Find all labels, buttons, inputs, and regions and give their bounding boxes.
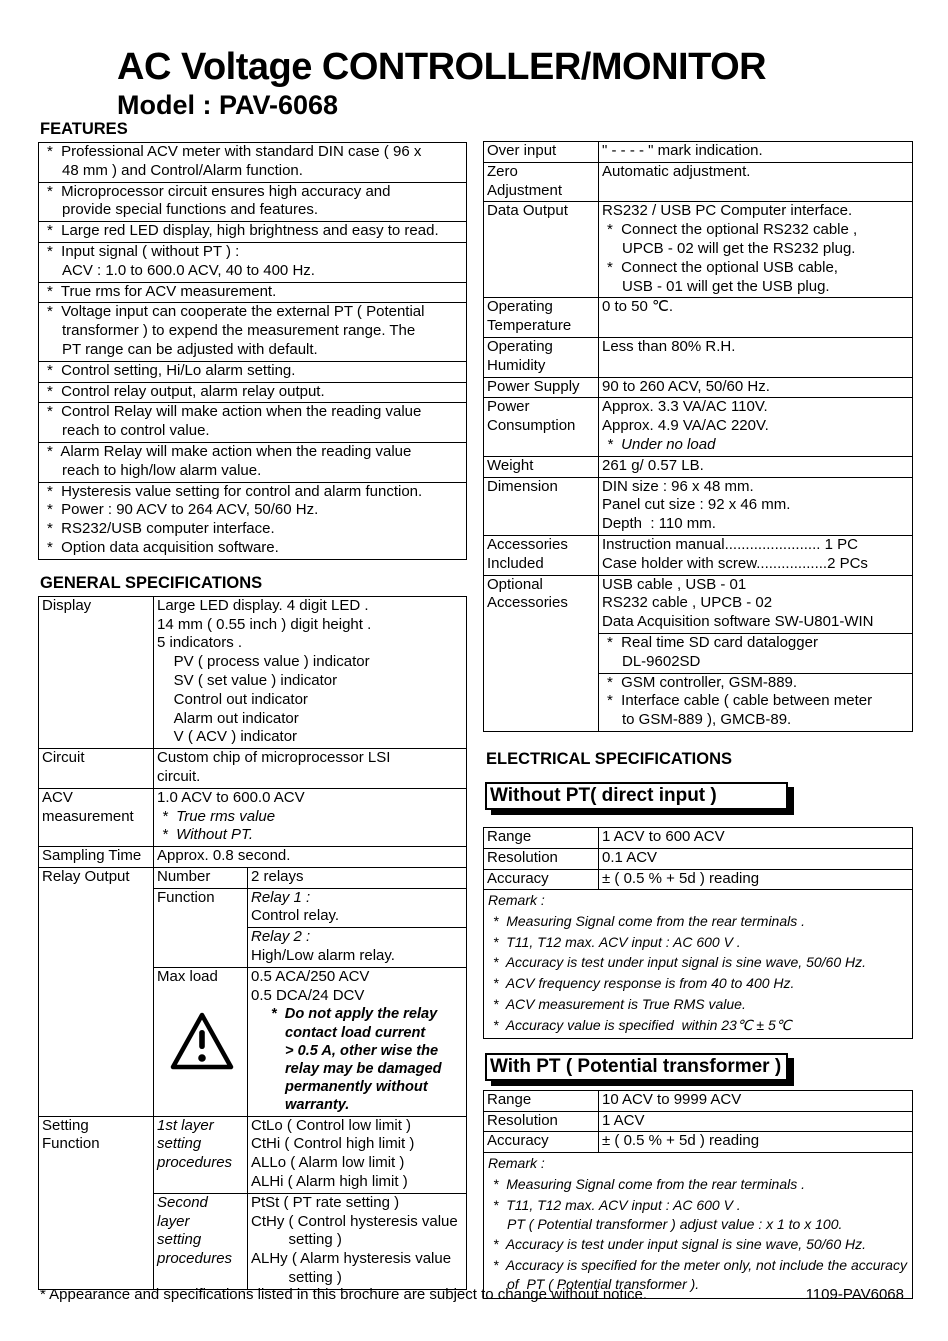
acv-note: * True rms value [162, 807, 276, 825]
spec-value: Approx. 0.8 second. [154, 847, 467, 868]
spec-row-dimension [484, 477, 913, 535]
remark-item: * ACV frequency response is from 40 to 400 Hz. [493, 975, 795, 992]
feature-row [39, 482, 467, 559]
feature-item: * Professional ACV meter with standard DIN case ( 96 x 48 mm ) and Control/Alarm function. [47, 143, 422, 179]
feature-row [39, 282, 467, 303]
general-specs-heading: GENERAL SPECIFICATIONS [40, 573, 263, 592]
remark-block [484, 890, 913, 1038]
spec-row-operating-humidity [484, 337, 913, 377]
remark-block [484, 1153, 913, 1298]
spec-label: Range [484, 1090, 599, 1111]
features-heading: FEATURES [40, 120, 128, 138]
optional-accessory-bullet: * GSM controller, GSM-889. [607, 673, 798, 691]
spec-row-accuracy [484, 869, 913, 890]
spec-row-range [484, 827, 913, 848]
data-output-bullet: * Connect the optional USB cable, USB - 01 will get the USB plug. [607, 258, 838, 295]
spec-label: Dimension [484, 477, 599, 535]
spec-row-range [484, 1090, 913, 1111]
spec-value [154, 788, 467, 846]
spec-sublabel-maxload [154, 967, 248, 1116]
spec-label-setting-function: Setting Function [39, 1116, 154, 1289]
spec-value: DIN size : 96 x 48 mm. Panel cut size : 92 x 46 mm. Depth : 110 mm. [599, 477, 913, 535]
feature-item: * Voltage input can cooperate the external PT ( Potential transformer ) to expend the measurement range. The PT range can be adjusted with default. [47, 303, 425, 358]
spec-label: Power Consumption [484, 398, 599, 456]
spec-row-sampling-time [39, 847, 467, 868]
feature-item: * True rms for ACV measurement. [47, 282, 277, 300]
spec-value: 90 to 260 ACV, 50/60 Hz. [599, 377, 913, 398]
optional-accessory-bullet: * Interface cable ( cable between meter to GSM-889 ), GMCB-89. [607, 692, 873, 729]
spec-value [248, 888, 467, 928]
spec-label: Data Output [484, 202, 599, 298]
spec-label: Operating Temperature [484, 298, 599, 338]
feature-item: * Control Relay will make action when the reading value reach to control value. [47, 403, 422, 440]
spec-row-zero-adjustment [484, 162, 913, 202]
remark-title: Remark : [488, 1155, 545, 1172]
spec-value: Instruction manual....................... 1 PC Case holder with screw.................2 PCs [599, 535, 913, 575]
spec-sublabel: Second layer setting procedures [154, 1193, 248, 1289]
footer-note: * Appearance and specifications listed in this brochure are subject to change without notice. [40, 1286, 648, 1303]
spec-sublabel: 1st layer setting procedures [154, 1116, 248, 1193]
spec-label: Zero Adjustment [484, 162, 599, 202]
relay-warning-text: * Do not apply the relay contact load current > 0.5 A, other wise the relay may be damaged permanently without warranty. [271, 1006, 442, 1114]
spec-label: Accuracy [484, 1132, 599, 1153]
spec-value: 1 ACV to 600 ACV [599, 827, 913, 848]
spec-label: Range [484, 827, 599, 848]
feature-row [39, 403, 467, 443]
remark-item: * T11, T12 max. ACV input : AC 600 V . [493, 933, 741, 950]
optional-accessories-sub1 [599, 633, 913, 673]
spec-value [248, 928, 467, 968]
spec-label: Operating Humidity [484, 337, 599, 377]
spec-row-resolution [484, 848, 913, 869]
spec-label: Over input [484, 142, 599, 163]
spec-label: Resolution [484, 1111, 599, 1132]
spec-value: 0.1 ACV [599, 848, 913, 869]
remark-item: * ACV measurement is True RMS value. [493, 995, 746, 1012]
remark-item: * Measuring Signal come from the rear terminals . [493, 913, 806, 929]
spec-row-weight [484, 456, 913, 477]
spec-value: 261 g/ 0.57 LB. [599, 456, 913, 477]
without-pt-box: Without PT( direct input ) [485, 782, 788, 810]
general-specs-table [38, 596, 467, 1290]
acv-note: * Without PT. [162, 826, 254, 844]
feature-row [39, 182, 467, 222]
maxload-value: 0.5 ACA/250 ACV 0.5 DCA/24 DCV [251, 967, 370, 1004]
spec-value: 2 relays [248, 867, 467, 888]
spec-row-relay-number [39, 867, 467, 888]
electrical-specs-heading: ELECTRICAL SPECIFICATIONS [486, 749, 732, 768]
spec-label: Sampling Time [39, 847, 154, 868]
spec-row-resolution [484, 1111, 913, 1132]
spec-value: Less than 80% R.H. [599, 337, 913, 377]
relay1-title: Relay 1 : [251, 888, 311, 906]
power-consumption-values: Approx. 3.3 VA/AC 110V. Approx. 4.9 VA/AC 220V. [602, 398, 769, 435]
remark-item: * Accuracy is specified for the meter only, not include the accuracy of PT ( Potential transformer ). [493, 1257, 907, 1293]
spec-value [599, 202, 913, 298]
model-subtitle: Model : PAV-6068 [117, 90, 339, 120]
features-table [38, 142, 467, 560]
spec-row-acv-measurement [39, 788, 467, 846]
spec-row-optional-accessories [484, 575, 913, 633]
spec-row-power-consumption [484, 398, 913, 456]
feature-item: * RS232/USB computer interface. [47, 520, 275, 538]
feature-item: * Input signal ( without PT ) : ACV : 1.0 to 600.0 ACV, 40 to 400 Hz. [47, 242, 315, 279]
spec-value: 0 to 50 ℃. [599, 298, 913, 338]
spec-value: 10 ACV to 9999 ACV [599, 1090, 913, 1111]
feature-row [39, 442, 467, 482]
spec-value [248, 967, 467, 1116]
remark-title: Remark : [488, 892, 545, 909]
spec-label: Power Supply [484, 377, 599, 398]
spec-value [599, 398, 913, 456]
spec-sublabel: Function [154, 888, 248, 967]
spec-label: ACV measurement [39, 788, 154, 846]
spec-value: Large LED display. 4 digit LED . 14 mm ( 0.55 inch ) digit height . 5 indicators . PV ( process value ) indicator SV ( set value ) indicator Control out indicator Alarm out indicator V ( ACV ) indicator [154, 596, 467, 748]
feature-item: * Power : 90 ACV to 264 ACV, 50/60 Hz. [47, 501, 319, 519]
spec-row-display [39, 596, 467, 748]
spec-row-data-output [484, 202, 913, 298]
spec-label: Accessories Included [484, 535, 599, 575]
spec-value: ± ( 0.5 % + 5d ) reading [599, 1132, 913, 1153]
feature-row [39, 303, 467, 361]
spec-value: PtSt ( PT rate setting ) CtHy ( Control hysteresis value setting ) ALHy ( Alarm hysteresis value setting ) [248, 1193, 467, 1289]
spec-label: Optional Accessories [484, 575, 599, 731]
relay1-value: Control relay. [251, 907, 340, 925]
spec-sublabel: Number [154, 867, 248, 888]
acv-range: 1.0 ACV to 600.0 ACV [157, 788, 305, 806]
warning-icon [169, 1011, 235, 1071]
remark-item: * T11, T12 max. ACV input : AC 600 V . PT ( Potential transformer ) adjust value : x 1 to x 100. [493, 1196, 843, 1232]
remark-item: * Accuracy is test under input signal is sine wave, 50/60 Hz. [493, 954, 866, 971]
spec-label-relay-output: Relay Output [39, 867, 154, 1116]
optional-accessory-bullet: * Real time SD card datalogger DL-9602SD [607, 633, 818, 670]
remark-item: * Accuracy value is specified within 23℃ ± 5℃ [493, 1016, 792, 1033]
spec-label: Resolution [484, 848, 599, 869]
feature-row [39, 382, 467, 403]
spec-row-power-supply [484, 377, 913, 398]
spec-row-over-input [484, 142, 913, 163]
right-column [483, 141, 913, 1299]
feature-row [39, 242, 467, 282]
feature-row [39, 222, 467, 243]
without-pt-table [483, 827, 913, 1039]
feature-item: * Control setting, Hi/Lo alarm setting. [47, 361, 296, 379]
feature-row [39, 143, 467, 183]
spec-row-accessories-included [484, 535, 913, 575]
spec-label: Display [39, 596, 154, 748]
with-pt-box: With PT ( Potential transformer ) [485, 1053, 788, 1081]
spec-value: " - - - - " mark indication. [599, 142, 913, 163]
maxload-label: Max load [157, 967, 218, 985]
spec-label: Circuit [39, 749, 154, 789]
data-output-line: RS232 / USB PC Computer interface. [602, 202, 853, 220]
spec-row-accuracy [484, 1132, 913, 1153]
spec-value: 1 ACV [599, 1111, 913, 1132]
with-pt-table [483, 1090, 913, 1299]
spec-value: CtLo ( Control low limit ) CtHi ( Control high limit ) ALLo ( Alarm low limit ) ALHi ( Alarm high limit ) [248, 1116, 467, 1193]
spec-row-circuit [39, 749, 467, 789]
footer-document-code: 1109-PAV6068 [805, 1286, 904, 1303]
feature-item: * Hysteresis value setting for control and alarm function. [47, 482, 423, 500]
spec-value: ± ( 0.5 % + 5d ) reading [599, 869, 913, 890]
feature-item: * Microprocessor circuit ensures high accuracy and provide special functions and features. [47, 182, 391, 219]
spec-label: Weight [484, 456, 599, 477]
spec-value: Automatic adjustment. [599, 162, 913, 202]
feature-item: * Control relay output, alarm relay output. [47, 382, 325, 400]
relay2-value: High/Low alarm relay. [251, 947, 395, 965]
remark-item: * Accuracy is test under input signal is sine wave, 50/60 Hz. [493, 1236, 866, 1253]
data-output-bullet: * Connect the optional RS232 cable , UPCB - 02 will get the RS232 plug. [607, 221, 858, 257]
optional-accessories-main: USB cable , USB - 01 RS232 cable , UPCB - 02 Data Acquisition software SW-U801-WIN [599, 575, 913, 633]
spec-row-operating-temperature [484, 298, 913, 338]
feature-item: * Alarm Relay will make action when the reading value reach to high/low alarm value. [47, 442, 412, 479]
left-column [38, 120, 467, 1290]
page-title: AC Voltage CONTROLLER/MONITOR [117, 46, 767, 88]
feature-row [39, 361, 467, 382]
relay2-title: Relay 2 : [251, 928, 311, 946]
spec-value: Custom chip of microprocessor LSI circuit. [154, 749, 467, 789]
feature-item: * Option data acquisition software. [47, 538, 279, 556]
feature-item: * Large red LED display, high brightness and easy to read. [47, 222, 439, 240]
remark-item: * Measuring Signal come from the rear terminals . [493, 1175, 806, 1192]
spec-row-setting-layer1 [39, 1116, 467, 1193]
optional-accessories-sub2 [599, 673, 913, 731]
remark-row [484, 1153, 913, 1298]
spec-label: Accuracy [484, 869, 599, 890]
right-specs-table [483, 141, 913, 732]
power-consumption-note: * Under no load [607, 435, 716, 453]
remark-row [484, 890, 913, 1038]
